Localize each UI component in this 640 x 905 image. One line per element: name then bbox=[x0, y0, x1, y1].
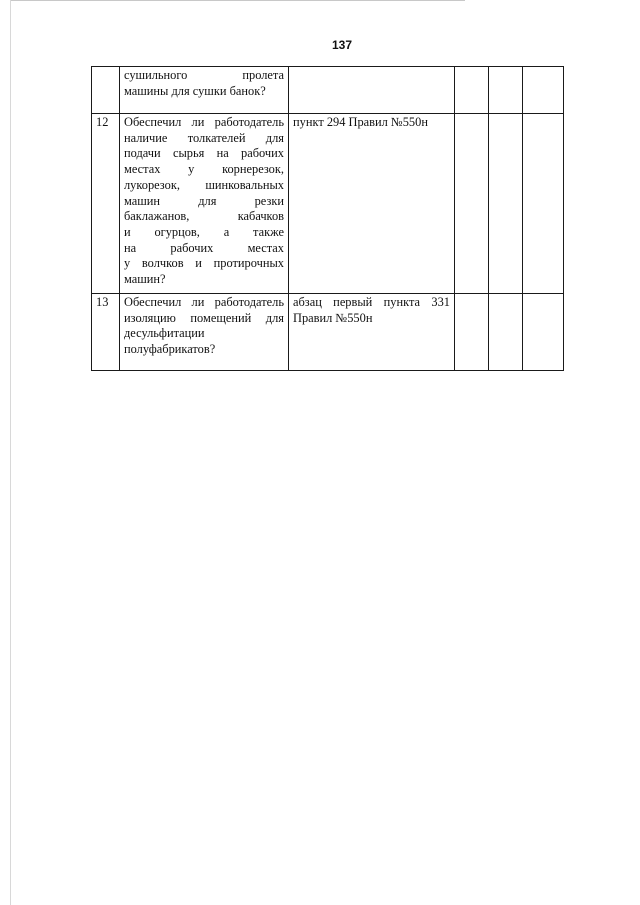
scan-top-edge bbox=[10, 0, 465, 1]
reference-cell: абзац первый пункта 331 Правил №550н bbox=[289, 294, 455, 371]
question-line: машин для резки bbox=[124, 193, 284, 208]
table-row bbox=[92, 114, 564, 294]
question-line: изоляцию помещений для bbox=[124, 310, 284, 325]
question-cell bbox=[120, 114, 289, 294]
question-line: подачи сырья на рабочих bbox=[124, 146, 284, 161]
row-number: 12 bbox=[92, 114, 120, 294]
table-row bbox=[92, 294, 564, 371]
answer-no-cell bbox=[489, 67, 523, 114]
question-line: машин? bbox=[124, 272, 166, 287]
note-cell bbox=[523, 294, 564, 371]
question-line: и огурцов, а также bbox=[124, 224, 284, 239]
answer-no-cell bbox=[489, 114, 523, 294]
checklist-table bbox=[91, 66, 564, 371]
question-line: лукорезок, шинковальных bbox=[124, 177, 284, 192]
reference-cell: пункт 294 Правил №550н bbox=[289, 114, 455, 294]
question-line: машины для сушки банок? bbox=[124, 83, 266, 98]
answer-yes-cell bbox=[455, 114, 489, 294]
question-line: на рабочих местах bbox=[124, 240, 284, 255]
question-line: наличие толкателей для bbox=[124, 130, 284, 145]
question-line: у волчков и протирочных bbox=[124, 256, 284, 271]
question-line: Обеспечил ли работодатель bbox=[124, 115, 284, 129]
question-cell bbox=[120, 294, 289, 371]
answer-yes-cell bbox=[455, 67, 489, 114]
row-number: 13 bbox=[92, 294, 120, 371]
question-line: десульфитации bbox=[124, 326, 205, 341]
page-number: 137 bbox=[331, 38, 353, 52]
row-number bbox=[92, 67, 120, 114]
question-line: местах у корнерезок, bbox=[124, 162, 284, 177]
question-line: баклажанов, кабачков bbox=[124, 209, 284, 224]
question-line: Обеспечил ли работодатель bbox=[124, 295, 284, 309]
table-row bbox=[92, 67, 564, 114]
note-cell bbox=[523, 67, 564, 114]
question-line: полуфабрикатов? bbox=[124, 342, 216, 357]
question-cell bbox=[120, 67, 289, 114]
answer-yes-cell bbox=[455, 294, 489, 371]
question-line: сушильного пролета bbox=[124, 68, 284, 82]
scan-left-edge bbox=[10, 0, 11, 905]
reference-cell bbox=[289, 67, 455, 114]
note-cell bbox=[523, 114, 564, 294]
answer-no-cell bbox=[489, 294, 523, 371]
